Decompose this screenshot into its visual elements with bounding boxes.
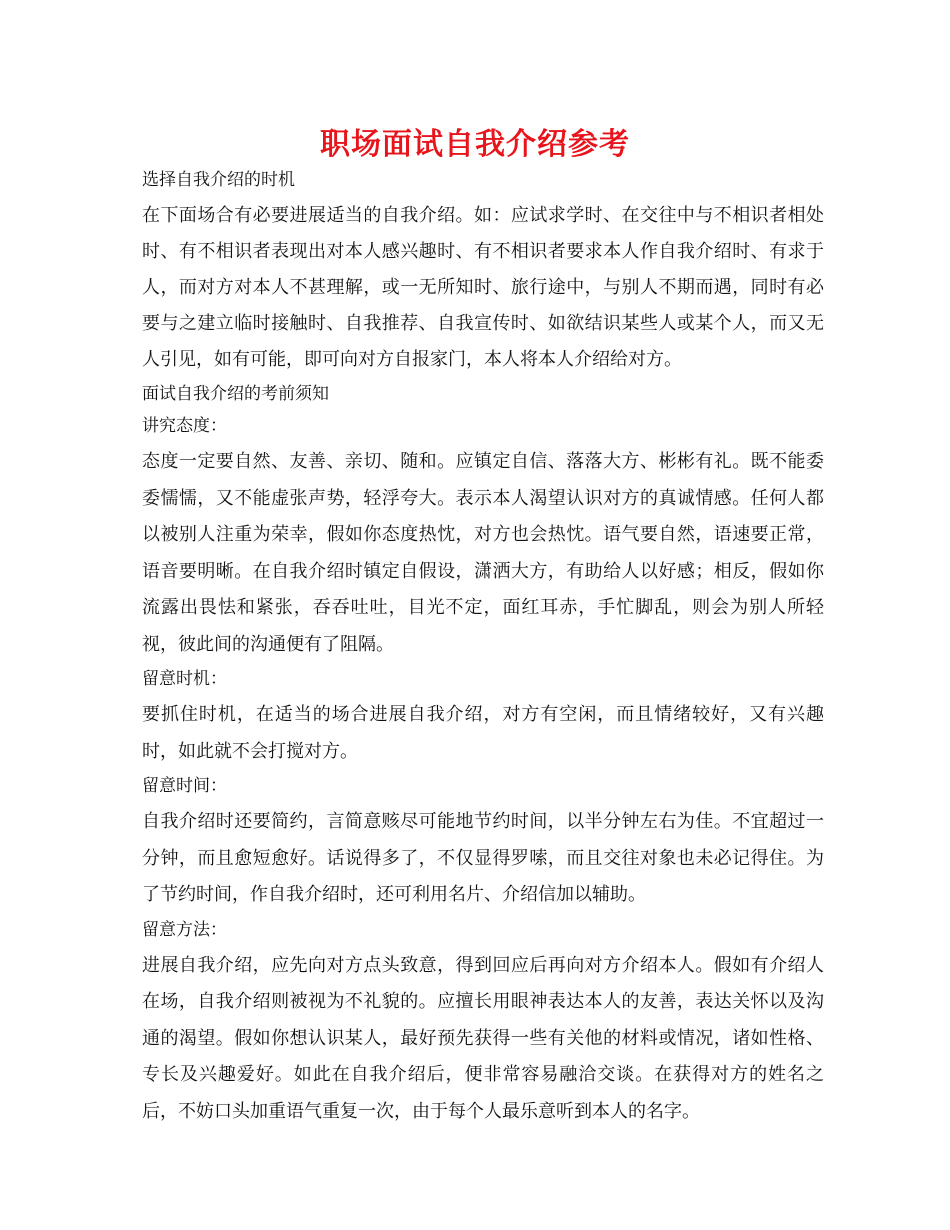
section-paragraph-timing: 在下面场合有必要进展适当的自我介绍。如：应试求学时、在交往中与不相识者相处时、有不相识者表现出对本人感兴趣时、有不相识者要求本人作自我介绍时、有求于人，而对方对本人不甚理解，或一无所知时、旅行途中，与别人不期而遇，同时有必要与之建立临时接触时、自我推荐、自我宣传时、如欲结识某些人或某个人，而又无人引见，如有可能，即可向对方自报家门，本人将本人介绍给对方。 <box>142 205 824 370</box>
section-paragraph-attitude: 态度一定要自然、友善、亲切、随和。应镇定自信、落落大方、彬彬有礼。既不能委委懦懦，又不能虚张声势，轻浮夸大。表示本人渴望认识对方的真诚情感。任何人都以被别人注重为荣幸，假如你态度热忱，对方也会热忱。语气要自然，语速要正常，语音要明晰。在自我介绍时镇定自假设，潇洒大方，有助给人以好感；相反，假如你流露出畏怯和紧张，吞吞吐吐，目光不定，面红耳赤，手忙脚乱，则会为别人所轻视，彼此间的沟通便有了阻隔。 <box>142 451 824 655</box>
section-paragraph-method: 进展自我介绍，应先向对方点头致意，得到回应后再向对方介绍本人。假如有介绍人在场，自我介绍则被视为不礼貌的。应擅长用眼神表达本人的友善，表达关怀以及沟通的渴望。假如你想认识某人，最好预先获得一些有关他的材料或情况，诸如性格、专长及兴趣爱好。如此在自我介绍后，便非常容易融洽交谈。在获得对方的姓名之后，不妨口头加重语气重复一次，由于每个人最乐意听到本人的名字。 <box>142 954 824 1122</box>
document-title: 职场面试自我介绍参考 <box>320 127 630 162</box>
section-heading-occasion: 留意时机： <box>142 669 227 689</box>
section-heading-attitude: 讲究态度： <box>142 416 227 436</box>
section-paragraph-occasion: 要抓住时机，在适当的场合进展自我介绍，对方有空闲，而且情绪较好，又有兴趣时，如此就不会打搅对方。 <box>142 704 824 762</box>
document-body <box>142 164 824 1130</box>
section-heading-method: 留意方法： <box>142 919 227 940</box>
section-paragraph-duration: 自我介绍时还要简约，言简意赅尽可能地节约时间，以半分钟左右为佳。不宜超过一分钟，而且愈短愈好。话说得多了，不仅显得罗嗦，而且交往对象也未必记得住。为了节约时间，作自我介绍时，还可利用名片、介绍信加以辅助。 <box>142 811 824 905</box>
section-heading-notes: 面试自我介绍的考前须知 <box>142 384 329 404</box>
section-heading-timing: 选择自我介绍的时机 <box>142 170 295 190</box>
section-heading-duration: 留意时间： <box>142 776 227 796</box>
